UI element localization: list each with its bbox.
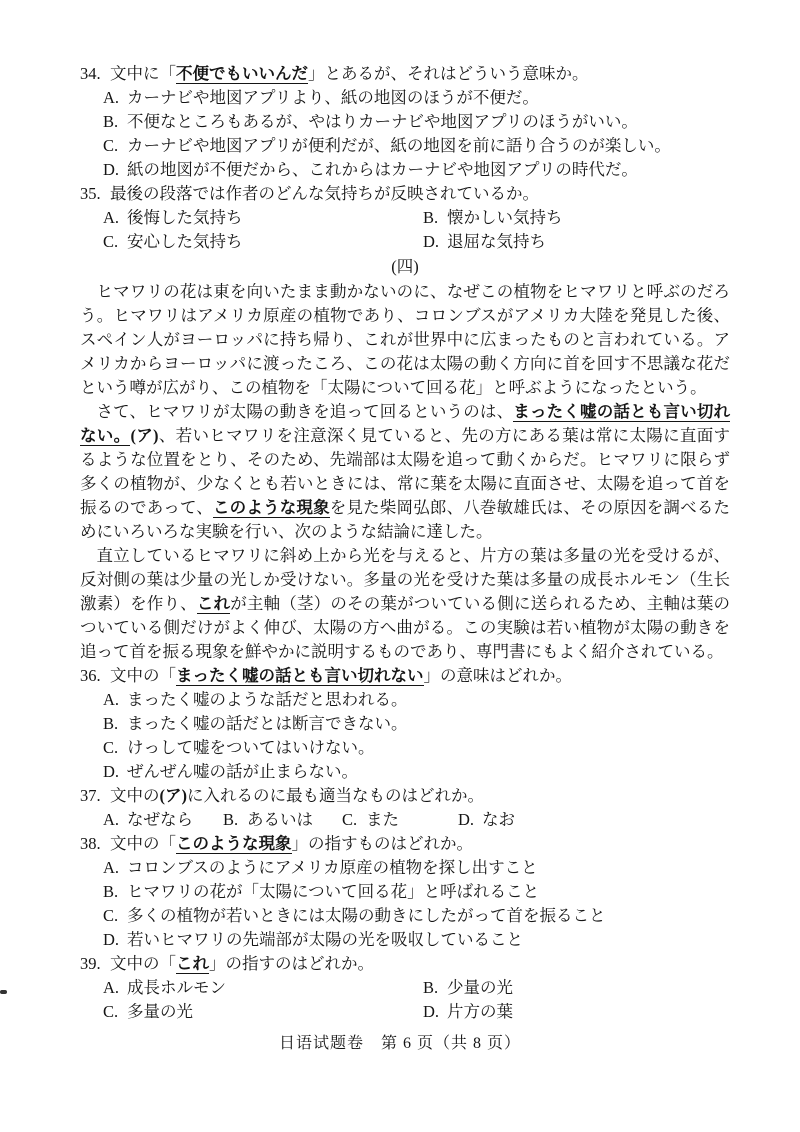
question-number: 36. <box>80 666 101 685</box>
option-label: C. <box>342 810 358 829</box>
option-38-d <box>80 928 730 952</box>
option-label: D. <box>423 232 440 251</box>
question-38-options <box>80 856 730 952</box>
question-number: 37. <box>80 786 101 805</box>
question-38-stem-line <box>80 832 730 856</box>
option-text: 成長ホルモン <box>127 978 226 997</box>
option-text: まったく嘘のような話だと思われる。 <box>127 690 408 709</box>
question-34-options <box>80 86 730 182</box>
option-text: 安心した気持ち <box>127 232 243 251</box>
option-35-c <box>103 230 423 254</box>
option-37-d <box>458 808 515 832</box>
option-text: 退屈な気持ち <box>447 232 546 251</box>
option-34-d <box>80 158 730 182</box>
option-label: C. <box>103 1002 119 1021</box>
option-label: B. <box>103 714 119 733</box>
option-label: B. <box>423 978 439 997</box>
option-36-a <box>80 688 730 712</box>
passage-paragraph-2: さて、ヒマワリが太陽の動きを追って回るというのは、まったく嘘の話とも言い切れない。(ア)、若いヒマワリを注意深く見ていると、先の方にある葉は常に太陽に直面するような位置をとり、そのため、先端部は太陽を追って動くからだ。ヒマワリに限らず多くの植物が、少なくとも若いときには、常に葉を太陽に直面させ、太陽を追って首を振るのであって、このような現象を見た柴岡弘郎、八巻敏雄氏は、その原因を調べるためにいろいろな実験を行い、次のような結論に達した。 <box>80 402 731 541</box>
option-label: D. <box>103 160 120 179</box>
option-label: A. <box>103 858 120 877</box>
option-label: C. <box>103 906 119 925</box>
page-footer: 日语试题卷 第 6 页（共 8 页） <box>278 1035 521 1052</box>
question-38 <box>80 832 730 952</box>
question-37-options-row <box>80 808 730 832</box>
option-label: B. <box>103 882 119 901</box>
option-label: C. <box>103 136 119 155</box>
question-number: 38. <box>80 834 101 853</box>
question-number: 34. <box>80 64 101 83</box>
option-label: C. <box>103 232 119 251</box>
option-34-c <box>80 134 730 158</box>
question-35-options-row-2 <box>80 230 730 254</box>
option-label: B. <box>103 112 119 131</box>
option-label: D. <box>423 1002 440 1021</box>
question-stem: 文中の「これ」の指すのはどれか。 <box>110 954 374 973</box>
question-39 <box>80 952 730 1024</box>
option-text: 後悔した気持ち <box>127 208 243 227</box>
option-39-d <box>423 1000 513 1024</box>
option-35-b <box>423 206 563 230</box>
option-text: 不便なところもあるが、やはりカーナビや地図アプリのほうがいい。 <box>127 112 638 131</box>
question-37 <box>80 784 730 832</box>
question-36-stem-line <box>80 664 730 688</box>
option-34-b <box>80 110 730 134</box>
question-39-stem-line <box>80 952 730 976</box>
option-text: 多くの植物が若いときには太陽の動きにしたがって首を振ること <box>127 906 606 925</box>
question-39-options-row-1 <box>80 976 730 1000</box>
option-label: A. <box>103 978 120 997</box>
option-36-b <box>80 712 730 736</box>
option-36-d <box>80 760 730 784</box>
option-label: C. <box>103 738 119 757</box>
option-37-c <box>342 808 458 832</box>
option-label: A. <box>103 810 120 829</box>
option-37-b <box>223 808 342 832</box>
option-text: 片方の葉 <box>447 1002 513 1021</box>
option-text: なお <box>482 810 515 829</box>
option-label: A. <box>103 88 120 107</box>
question-number: 35. <box>80 184 101 203</box>
option-text: コロンブスのようにアメリカ原産の植物を探し出すこと <box>127 858 538 877</box>
question-37-stem-line <box>80 784 730 808</box>
option-37-a <box>103 808 223 832</box>
option-text: 若いヒマワリの先端部が太陽の光を吸収していること <box>127 930 523 949</box>
question-stem: 文中の(ア)に入れるのに最も適当なものはどれか。 <box>110 786 484 805</box>
question-39-options-row-2 <box>80 1000 730 1024</box>
question-35 <box>80 182 730 254</box>
option-label: A. <box>103 690 120 709</box>
option-36-c <box>80 736 730 760</box>
option-text: また <box>366 810 399 829</box>
option-label: A. <box>103 208 120 227</box>
option-text: まったく嘘の話だとは断言できない。 <box>127 714 408 733</box>
question-stem: 文中の「まったく嘘の話とも言い切れない」の意味はどれか。 <box>110 666 572 685</box>
option-35-a <box>103 206 423 230</box>
question-stem: 最後の段落では作者のどんな気持ちが反映されているか。 <box>110 184 539 203</box>
option-38-c <box>80 904 730 928</box>
option-38-b <box>80 880 730 904</box>
option-39-c <box>103 1000 423 1024</box>
section-4-heading: (四) <box>391 257 419 276</box>
option-text: けっして嘘をついてはいけない。 <box>127 738 375 757</box>
question-35-stem-line <box>80 182 730 206</box>
option-text: 少量の光 <box>447 978 513 997</box>
question-34 <box>80 62 730 182</box>
question-36 <box>80 664 730 784</box>
option-label: B. <box>423 208 439 227</box>
option-label: D. <box>458 810 475 829</box>
option-34-a <box>80 86 730 110</box>
question-35-options-row-1 <box>80 206 730 230</box>
scan-artifact <box>0 990 7 994</box>
option-text: なぜなら <box>127 810 193 829</box>
passage-paragraph-1: ヒマワリの花は東を向いたまま動かないのに、なぜこの植物をヒマワリと呼ぶのだろう。ヒマワリはアメリカ原産の植物であり、コロンブスがアメリカ大陸を発見した後、スペイン人がヨーロッパに持ち帰り、これが世界中に広まったものと言われている。アメリカからヨーロッパに渡ったころ、この花は太陽の動く方向に首を回す不思議な花だという噂が広がり、この植物を「太陽について回る花」と呼ぶようになったという。 <box>80 282 730 397</box>
option-text: カーナビや地図アプリが便利だが、紙の地図を前に語り合うのが楽しい。 <box>127 136 671 155</box>
passage-paragraph-3: 直立しているヒマワリに斜め上から光を与えると、片方の葉は多量の光を受けるが、反対側の葉は少量の光しか受けない。多量の光を受けた葉は多量の成長ホルモン（生长激素）を作り、これが主軸（茎）のその葉がついている側に送られるため、主軸は葉のついている側だけがよく伸び、太陽の方へ曲がる。この実験は若い植物が太陽の動きを追って首を振る現象を鮮やかに説明するものであり、専門書にもよく紹介されている。 <box>80 546 731 661</box>
option-38-a <box>80 856 730 880</box>
option-text: あるいは <box>247 810 313 829</box>
question-number: 39. <box>80 954 101 973</box>
question-36-options <box>80 688 730 784</box>
option-39-b <box>423 976 513 1000</box>
question-34-stem-line <box>80 62 730 86</box>
option-text: 懐かしい気持ち <box>447 208 563 227</box>
option-label: B. <box>223 810 239 829</box>
option-text: ぜんぜん嘘の話が止まらない。 <box>127 762 358 781</box>
question-stem: 文中の「このような現象」の指すものはどれか。 <box>110 834 473 853</box>
question-stem: 文中に「不便でもいいんだ」とあるが、それはどういう意味か。 <box>110 64 589 83</box>
option-35-d <box>423 230 546 254</box>
option-text: ヒマワリの花が「太陽について回る花」と呼ばれること <box>127 882 540 901</box>
page-content <box>80 62 730 1024</box>
option-label: D. <box>103 762 120 781</box>
option-text: 多量の光 <box>127 1002 193 1021</box>
option-label: D. <box>103 930 120 949</box>
option-text: カーナビや地図アプリより、紙の地図のほうが不便だ。 <box>127 88 539 107</box>
option-text: 紙の地図が不便だから、これからはカーナビや地図アプリの時代だ。 <box>127 160 638 179</box>
option-39-a <box>103 976 423 1000</box>
